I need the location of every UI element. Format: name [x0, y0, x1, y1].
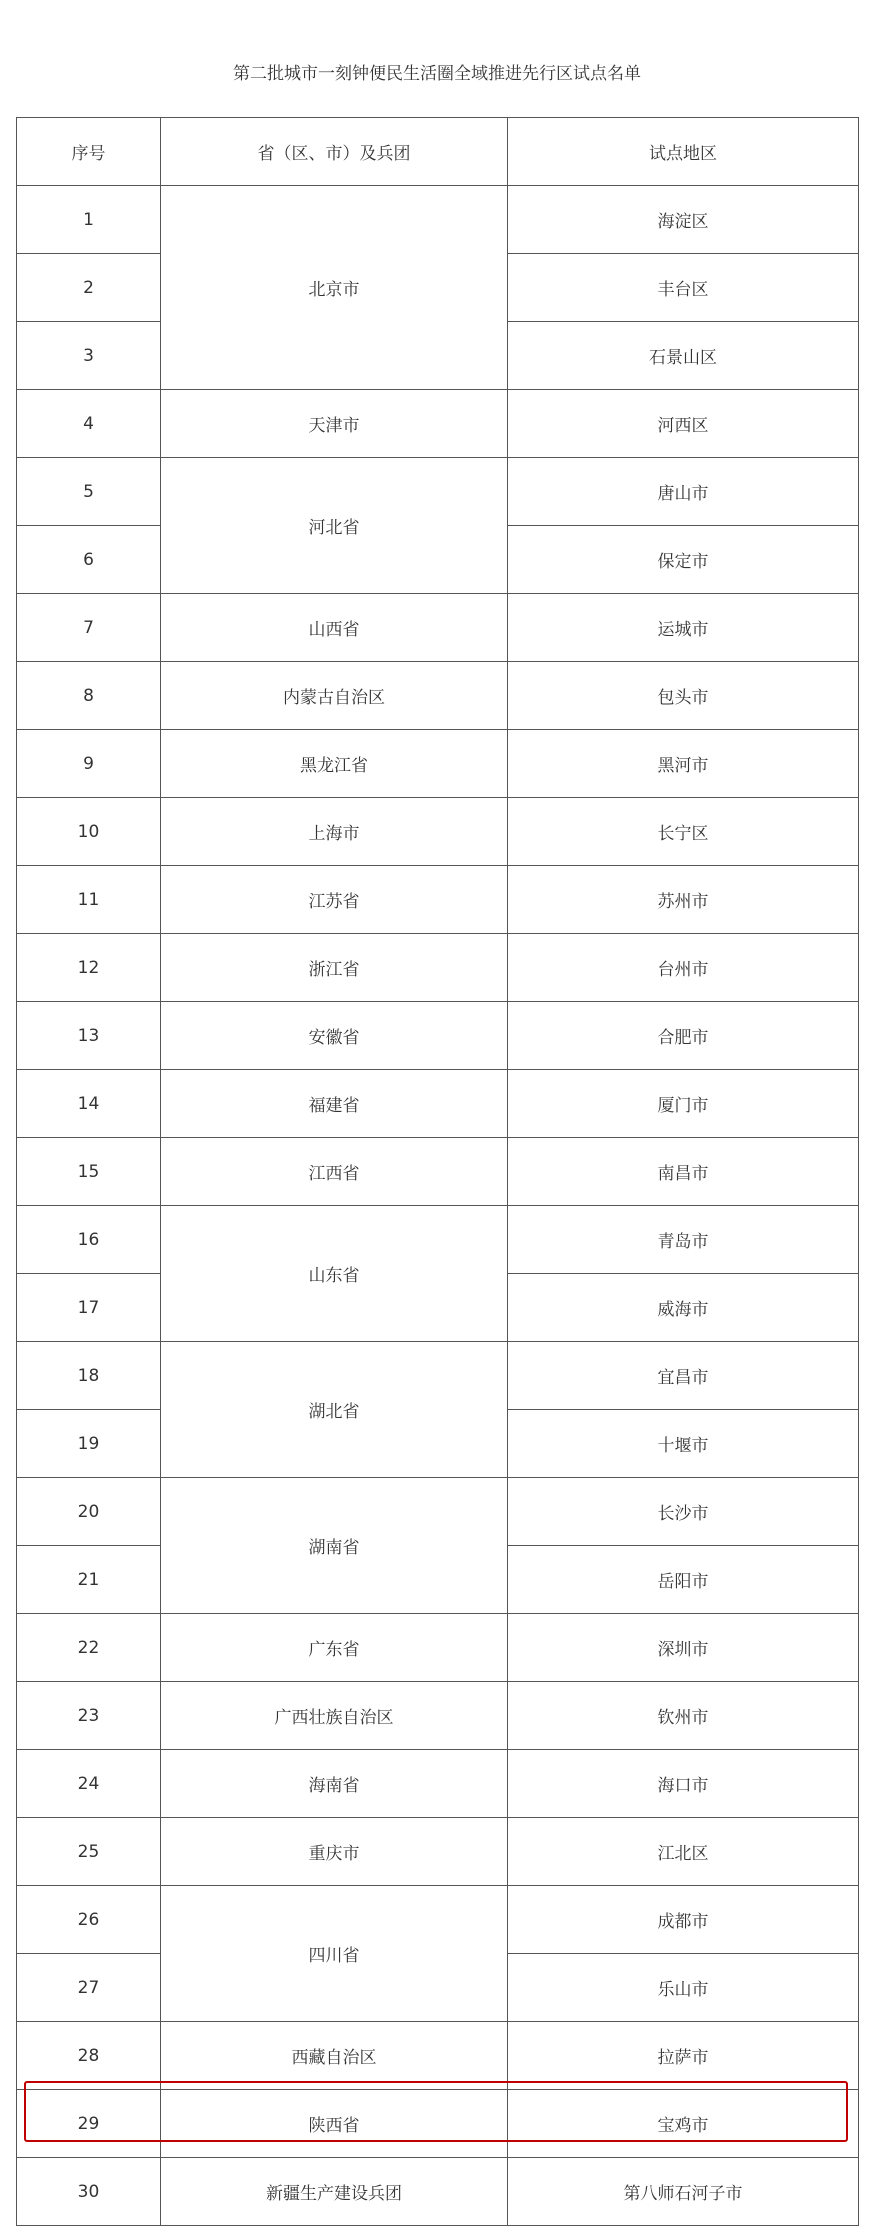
pilot-area-cell: 第八师石河子市 — [508, 2158, 859, 2226]
table-row — [17, 934, 859, 1002]
province-cell: 江苏省 — [161, 866, 508, 934]
table-row — [17, 390, 859, 458]
header-province: 省（区、市）及兵团 — [161, 118, 508, 186]
table-row — [17, 730, 859, 798]
province-cell: 天津市 — [161, 390, 508, 458]
serial-number-cell: 7 — [17, 594, 161, 662]
pilot-area-cell: 海口市 — [508, 1750, 859, 1818]
table-row — [17, 866, 859, 934]
serial-number-cell: 11 — [17, 866, 161, 934]
table-row — [17, 2022, 859, 2090]
serial-number-cell: 17 — [17, 1274, 161, 1342]
province-cell: 江西省 — [161, 1138, 508, 1206]
pilot-area-cell: 深圳市 — [508, 1614, 859, 1682]
pilot-area-cell: 合肥市 — [508, 1002, 859, 1070]
pilot-area-cell: 保定市 — [508, 526, 859, 594]
province-cell: 北京市 — [161, 186, 508, 390]
serial-number-cell: 30 — [17, 2158, 161, 2226]
pilot-area-cell: 长宁区 — [508, 798, 859, 866]
province-cell: 山东省 — [161, 1206, 508, 1342]
province-cell: 福建省 — [161, 1070, 508, 1138]
table-row — [17, 186, 859, 254]
pilot-area-cell: 苏州市 — [508, 866, 859, 934]
province-cell: 湖南省 — [161, 1478, 508, 1614]
pilot-area-cell: 宝鸡市 — [508, 2090, 859, 2158]
serial-number-cell: 13 — [17, 1002, 161, 1070]
pilot-area-cell: 拉萨市 — [508, 2022, 859, 2090]
pilot-area-cell: 宜昌市 — [508, 1342, 859, 1410]
table-row — [17, 2090, 859, 2158]
pilot-area-cell: 威海市 — [508, 1274, 859, 1342]
pilot-area-cell: 河西区 — [508, 390, 859, 458]
pilot-area-cell: 钦州市 — [508, 1682, 859, 1750]
province-cell: 黑龙江省 — [161, 730, 508, 798]
table-row — [17, 1818, 859, 1886]
pilot-area-cell: 青岛市 — [508, 1206, 859, 1274]
table-row — [17, 458, 859, 526]
table-row — [17, 2158, 859, 2226]
serial-number-cell: 14 — [17, 1070, 161, 1138]
serial-number-cell: 19 — [17, 1410, 161, 1478]
serial-number-cell: 2 — [17, 254, 161, 322]
province-cell: 陕西省 — [161, 2090, 508, 2158]
pilot-area-cell: 包头市 — [508, 662, 859, 730]
serial-number-cell: 28 — [17, 2022, 161, 2090]
serial-number-cell: 21 — [17, 1546, 161, 1614]
pilot-list-table — [16, 117, 859, 2226]
pilot-area-cell: 运城市 — [508, 594, 859, 662]
table-row — [17, 1750, 859, 1818]
serial-number-cell: 8 — [17, 662, 161, 730]
pilot-area-cell: 江北区 — [508, 1818, 859, 1886]
table-row — [17, 1138, 859, 1206]
header-pilot-area: 试点地区 — [508, 118, 859, 186]
pilot-area-cell: 台州市 — [508, 934, 859, 1002]
serial-number-cell: 6 — [17, 526, 161, 594]
province-cell: 湖北省 — [161, 1342, 508, 1478]
serial-number-cell: 10 — [17, 798, 161, 866]
serial-number-cell: 15 — [17, 1138, 161, 1206]
pilot-area-cell: 黑河市 — [508, 730, 859, 798]
table-row — [17, 1478, 859, 1546]
province-cell: 广东省 — [161, 1614, 508, 1682]
province-cell: 广西壮族自治区 — [161, 1682, 508, 1750]
pilot-area-cell: 海淀区 — [508, 186, 859, 254]
serial-number-cell: 23 — [17, 1682, 161, 1750]
table-row — [17, 1682, 859, 1750]
table-header-row — [17, 118, 859, 186]
province-cell: 河北省 — [161, 458, 508, 594]
serial-number-cell: 12 — [17, 934, 161, 1002]
serial-number-cell: 18 — [17, 1342, 161, 1410]
serial-number-cell: 3 — [17, 322, 161, 390]
table-row — [17, 1070, 859, 1138]
pilot-area-cell: 南昌市 — [508, 1138, 859, 1206]
header-serial-no: 序号 — [17, 118, 161, 186]
province-cell: 安徽省 — [161, 1002, 508, 1070]
province-cell: 海南省 — [161, 1750, 508, 1818]
serial-number-cell: 24 — [17, 1750, 161, 1818]
serial-number-cell: 4 — [17, 390, 161, 458]
pilot-area-cell: 乐山市 — [508, 1954, 859, 2022]
serial-number-cell: 9 — [17, 730, 161, 798]
table-row — [17, 662, 859, 730]
serial-number-cell: 22 — [17, 1614, 161, 1682]
pilot-area-cell: 丰台区 — [508, 254, 859, 322]
serial-number-cell: 20 — [17, 1478, 161, 1546]
serial-number-cell: 16 — [17, 1206, 161, 1274]
pilot-area-cell: 厦门市 — [508, 1070, 859, 1138]
table-row — [17, 1886, 859, 1954]
province-cell: 西藏自治区 — [161, 2022, 508, 2090]
province-cell: 新疆生产建设兵团 — [161, 2158, 508, 2226]
serial-number-cell: 5 — [17, 458, 161, 526]
province-cell: 浙江省 — [161, 934, 508, 1002]
province-cell: 内蒙古自治区 — [161, 662, 508, 730]
table-row — [17, 594, 859, 662]
document-title: 第二批城市一刻钟便民生活圈全域推进先行区试点名单 — [233, 64, 641, 84]
pilot-area-cell: 长沙市 — [508, 1478, 859, 1546]
pilot-area-cell: 唐山市 — [508, 458, 859, 526]
province-cell: 山西省 — [161, 594, 508, 662]
pilot-area-cell: 岳阳市 — [508, 1546, 859, 1614]
serial-number-cell: 29 — [17, 2090, 161, 2158]
province-cell: 重庆市 — [161, 1818, 508, 1886]
table-row — [17, 798, 859, 866]
province-cell: 上海市 — [161, 798, 508, 866]
table-body — [17, 186, 859, 2226]
table-row — [17, 1002, 859, 1070]
table-row — [17, 1342, 859, 1410]
table-row — [17, 1614, 859, 1682]
serial-number-cell: 27 — [17, 1954, 161, 2022]
serial-number-cell: 25 — [17, 1818, 161, 1886]
pilot-area-cell: 十堰市 — [508, 1410, 859, 1478]
pilot-area-cell: 石景山区 — [508, 322, 859, 390]
table-row — [17, 1206, 859, 1274]
province-cell: 四川省 — [161, 1886, 508, 2022]
serial-number-cell: 26 — [17, 1886, 161, 1954]
pilot-area-cell: 成都市 — [508, 1886, 859, 1954]
serial-number-cell: 1 — [17, 186, 161, 254]
